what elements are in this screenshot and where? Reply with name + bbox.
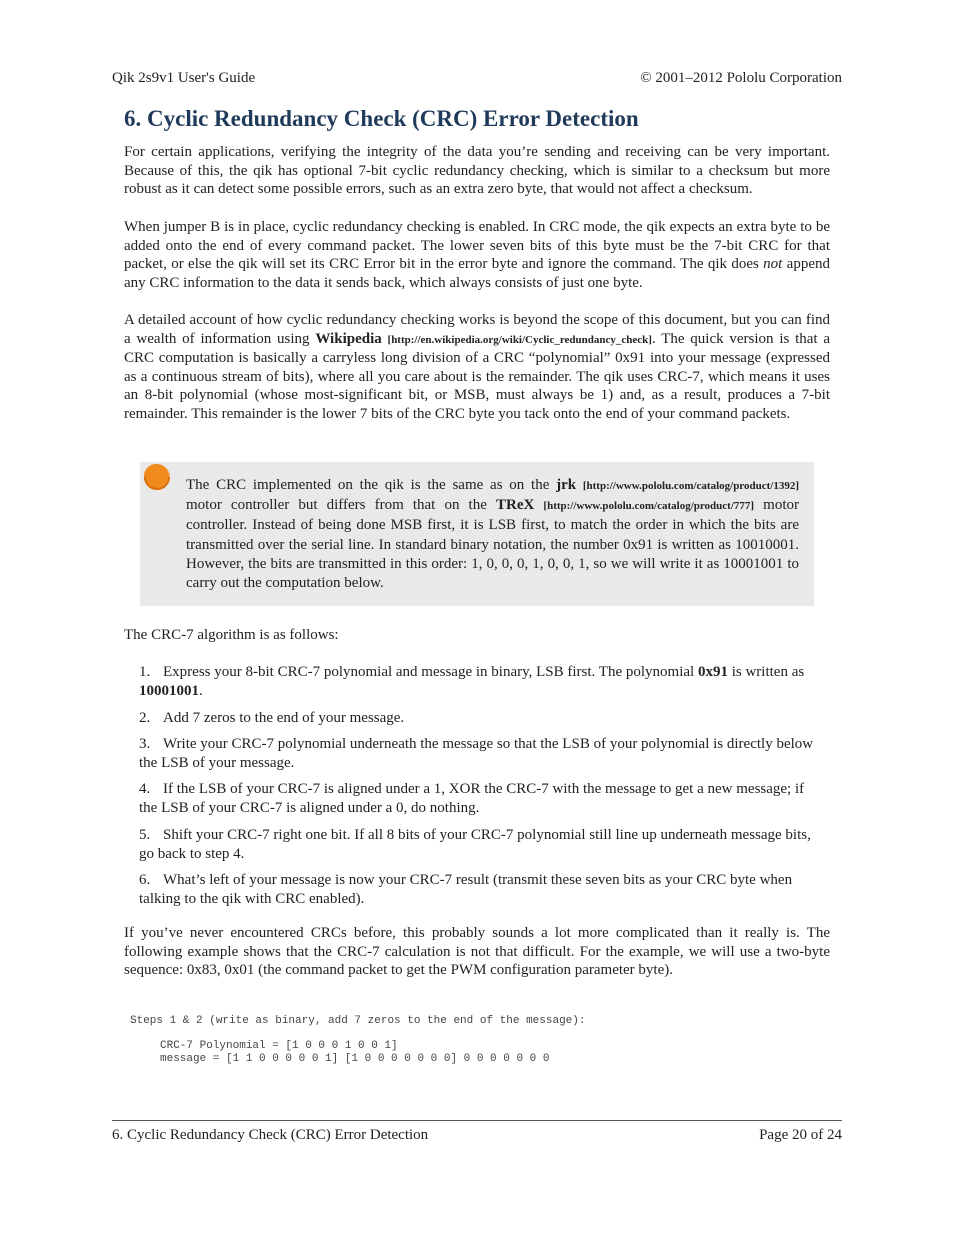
text-run: The CRC implemented on the qik is the same as on the (186, 477, 557, 493)
algorithm-intro: The CRC-7 algorithm is as follows: (124, 627, 339, 643)
emphasis-not: not (763, 256, 783, 272)
jrk-link[interactable]: jrk (556, 477, 577, 493)
code-line: message = [1 1 0 0 0 0 0 1] [1 0 0 0 0 0 0 0] 0 0 0 0 0 0 0 (160, 1053, 550, 1065)
text-run: Shift your CRC-7 right one bit. If all 8 bits of your CRC-7 polynomial still line up underneath message bits, go back to step 4. (139, 827, 811, 862)
list-number: 2. (139, 710, 151, 726)
text-run: When jumper B is in place, cyclic redundancy checking is enabled. In CRC mode, the qik expects an extra byte to be added onto the end of every command packet. The lower seven bits of this byte must be the 7-bit CRC for that packet, or else the qik will set its CRC Error bit in the error byte and ignore the command. The qik does (124, 219, 830, 272)
text-run: If the LSB of your CRC-7 is aligned under a 1, XOR the CRC-7 with the message to get a new message; if the LSB of your CRC-7 is aligned under a 0, do nothing. (139, 781, 805, 816)
text-run: Write your CRC-7 polynomial underneath the message so that the LSB of your polynomial is directly below the LSB of your message. (139, 736, 814, 771)
code-line: CRC-7 Polynomial = [1 0 0 0 1 0 0 1] (160, 1040, 398, 1052)
text-run: motor controller. Instead of being done MSB first, it is LSB first, to match the order in which the bits are transmitted over the serial line. In standard binary notation, the number 0x91 is written as 10010001. However, the bits are transmitted in this order: 1, 0, 0, 0, 1, 0, 0, 1, so we will write it as 10001001 to carry out the computation below. (186, 497, 799, 592)
paragraph-example: If you’ve never encountered CRCs before, this probably sounds a lot more complicated than it really is. The following example shows that the CRC-7 calculation is not that difficult. For the example, we will use a two-byte sequence: 0x83, 0x01 (the command packet to get the PWM configuration parameter byte). (124, 925, 830, 978)
code-line: Steps 1 & 2 (write as binary, add 7 zeros to the end of the message): (130, 1015, 586, 1027)
paragraph-crc-explanation (124, 311, 830, 423)
note-icon (142, 462, 172, 492)
paragraph-intro: For certain applications, verifying the integrity of the data you’re sending and receiving can be very important. Because of this, the qik has optional 7-bit cyclic redundancy checking, which is similar to a checksum but more robust as it can detect some possible errors, such as an extra zero byte, that would not affect a checksum. (124, 144, 830, 197)
list-item (139, 735, 815, 772)
list-item (139, 780, 815, 817)
text-run: is written as (727, 664, 805, 680)
list-item (139, 826, 815, 863)
jrk-url: [http://www.pololu.com/catalog/product/1392] (582, 480, 799, 492)
paragraph-crc-mode (124, 218, 830, 292)
header-copyright: © 2001–2012 Pololu Corporation (640, 70, 842, 86)
text-run: A detailed account of how cyclic redundancy checking works is beyond the scope of this document, but you can find a wealth of information using (124, 312, 830, 347)
wikipedia-link[interactable]: Wikipedia (315, 330, 382, 347)
footer-divider (112, 1120, 842, 1121)
text-run: Add 7 zeros to the end of your message. (163, 710, 405, 726)
text-run: What’s left of your message is now your CRC-7 result (transmit these seven bits as your CRC byte when talking to the qik with CRC enabled). (139, 872, 793, 907)
header-doc-title: Qik 2s9v1 User's Guide (112, 70, 256, 86)
text-run: . The quick version is that a CRC computation is basically a carryless long division of a CRC “polynomial” 0x91 into your message (expressed as a continuous stream of bits), where all you care about is the remainder. The qik uses CRC-7, which means it uses an 8-bit polynomial (whose most-significant bit, or MSB, must always be 1) and, as a result, produces a 7-bit remainder. This remainder is the lower 7 bits of the CRC byte you tack onto the end of your command packets. (124, 330, 831, 422)
trex-url: [http://www.pololu.com/catalog/product/777] (543, 500, 755, 513)
text-run: append any CRC information to the data it sends back, which always consists of just one byte. (124, 256, 830, 291)
text-run: motor controller but differs from that on the (186, 497, 496, 514)
list-item (139, 709, 815, 728)
list-number: 6. (139, 872, 151, 888)
note-text (186, 476, 799, 593)
text-run: . (199, 682, 203, 699)
footer-section-title: 6. Cyclic Redundancy Check (CRC) Error Detection (112, 1127, 429, 1143)
list-item (139, 871, 815, 908)
list-number: 5. (139, 827, 151, 843)
bold-value: 10001001 (139, 682, 199, 699)
page-number: Page 20 of 24 (759, 1127, 842, 1143)
bold-value: 0x91 (697, 664, 728, 680)
list-number: 1. (139, 664, 151, 680)
trex-link[interactable]: TReX (495, 497, 535, 514)
wikipedia-url: [http://en.wikipedia.org/wiki/Cyclic_redundancy_check] (387, 333, 652, 346)
list-number: 4. (139, 781, 151, 797)
list-number: 3. (139, 736, 151, 752)
list-item (139, 663, 815, 700)
text-run: Express your 8-bit CRC-7 polynomial and message in binary, LSB first. The polynomial (163, 664, 698, 680)
section-title: 6. Cyclic Redundancy Check (CRC) Error Detection (124, 106, 639, 131)
